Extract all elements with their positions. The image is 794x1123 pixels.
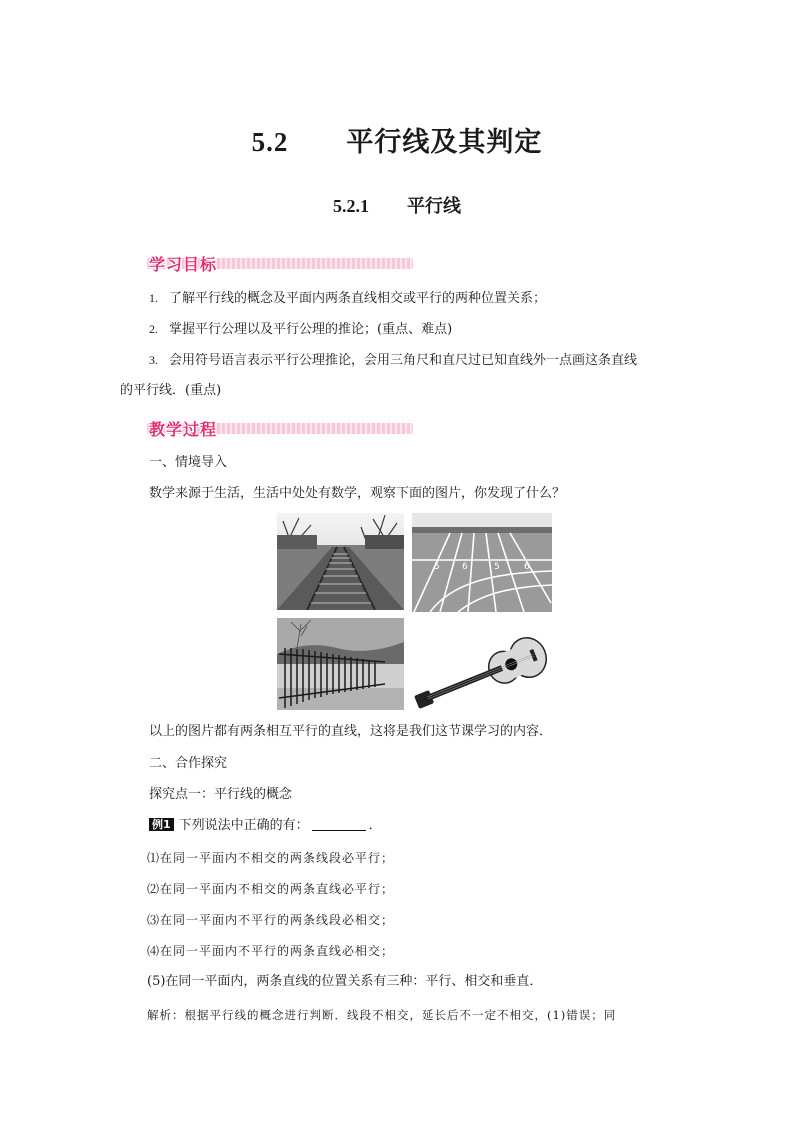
explore-point-title: 探究点一：平行线的概念 xyxy=(149,787,293,802)
track-lane-number: 6 xyxy=(524,562,530,572)
goal-item-3: 3. 会用符号语言表示平行公理推论，会用三角尺和直尺过已知直线外一点画这条直线 xyxy=(149,353,638,368)
track-lane-number: 6 xyxy=(462,562,468,572)
learning-goals-banner xyxy=(147,253,413,273)
part1-heading: 一、情境导入 xyxy=(149,455,228,470)
title-text: 平行线及其判定 xyxy=(346,127,543,158)
learning-goals-label: 学习目标 xyxy=(149,255,218,274)
title-number: 5.2 xyxy=(251,127,289,157)
goal-item-1: 1. 了解平行线的概念及平面内两条直线相交或平行的两种位置关系； xyxy=(149,291,547,306)
part1-conclusion: 以上的图片都有两条相互平行的直线，这将是我们这节课学习的内容． xyxy=(149,724,553,739)
example-badge: 例1 xyxy=(149,818,174,831)
section-text: 平行线 xyxy=(407,196,461,217)
track-lane-number: 5 xyxy=(494,562,500,572)
goal-item-3-continued: 的平行线．(重点) xyxy=(120,383,222,398)
example-question: 例1 下列说法中正确的有： ． xyxy=(149,817,382,835)
track-lane-number: 5 xyxy=(434,562,440,572)
guitar-photo xyxy=(412,626,552,710)
running-track-photo xyxy=(412,513,552,612)
part2-heading: 二、合作探究 xyxy=(149,756,228,771)
teaching-process-banner xyxy=(147,418,413,438)
page-title xyxy=(0,120,794,159)
section-number: 5.2.1 xyxy=(333,196,369,216)
example-option-1: ⑴在同一平面内不相交的两条线段必平行； xyxy=(147,851,395,865)
example-option-5: (5)在同一平面内，两条直线的位置关系有三种：平行、相交和垂直． xyxy=(147,974,543,989)
example-option-4: ⑷在同一平面内不平行的两条直线必相交； xyxy=(147,944,395,958)
section-title xyxy=(0,192,794,218)
railway-photo xyxy=(277,513,404,610)
part1-intro: 数学来源于生活，生活中处处有数学，观察下面的图片，你发现了什么？ xyxy=(149,486,566,501)
answer-blank xyxy=(312,818,366,831)
fence-photo xyxy=(277,618,404,710)
example-option-3: ⑶在同一平面内不平行的两条线段必相交； xyxy=(147,913,395,927)
goal-item-2: 2. 掌握平行公理以及平行公理的推论；(重点、难点) xyxy=(149,322,453,337)
teaching-process-label: 教学过程 xyxy=(149,420,218,439)
example-analysis: 解析：根据平行线的概念进行判断．线段不相交，延长后不一定不相交，(1)错误；同 xyxy=(147,1008,617,1022)
example-option-2: ⑵在同一平面内不相交的两条直线必平行； xyxy=(147,882,395,896)
